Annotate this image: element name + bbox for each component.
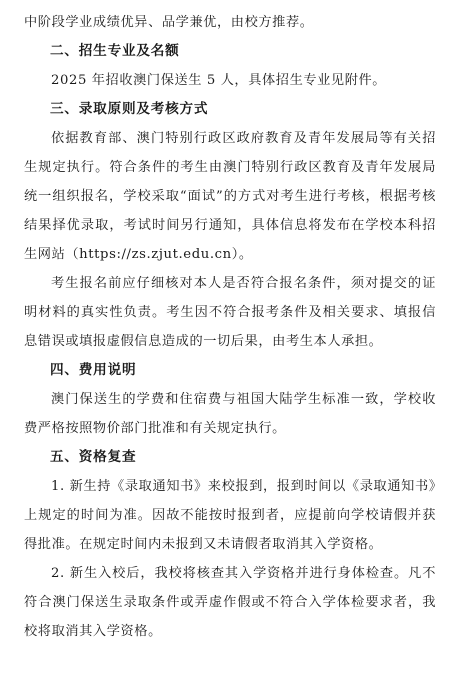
paragraph-review-item-1: 1. 新生持《录取通知书》来校报到，报到时间以《录取通知书》上规定的时间为准。因故不能按时报到者，应提前向学校请假并获得批准。在规定时间内未报到又未请假者取消其入学资格。 bbox=[24, 479, 436, 552]
section-heading-qualification-review: 五、资格复查 bbox=[50, 449, 137, 465]
section-heading-admission-principles: 三、录取原则及考核方式 bbox=[50, 101, 209, 117]
section-heading-fees: 四、费用说明 bbox=[50, 362, 137, 378]
section-heading-enrollment-quota: 二、招生专业及名额 bbox=[50, 43, 180, 59]
paragraph-admission-rules: 依据教育部、澳门特别行政区政府教育及青年发展局等有关招生规定执行。符合条件的考生由澳门特别行政区教育及青年发展局统一组织报名，学校采取“面试”的方式对考生进行考核，根据考核结果择优录取，考试时间另行通知，具体信息将发布在学校本科招生网站（https://zs.zjut.edu.cn）。 bbox=[24, 131, 436, 262]
paragraph-quota: 2025 年招收澳门保送生 5 人，具体招生专业见附件。 bbox=[51, 73, 387, 88]
paragraph-applicant-responsibility: 考生报名前应仔细核对本人是否符合报名条件，须对提交的证明材料的真实性负责。考生因不符合报考条件及相关要求、填报信息错误或填报虚假信息造成的一切后果，由考生本人承担。 bbox=[24, 276, 436, 349]
paragraph-continuation: 中阶段学业成绩优异、品学兼优，由校方推荐。 bbox=[24, 15, 314, 30]
paragraph-fees: 澳门保送生的学费和住宿费与祖国大陆学生标准一致，学校收费严格按照物价部门批准和有关规定执行。 bbox=[24, 392, 436, 436]
paragraph-review-item-2: 2. 新生入校后，我校将核查其入学资格并进行身体检查。凡不符合澳门保送生录取条件或弄虚作假或不符合入学体检要求者，我校将取消其入学资格。 bbox=[24, 566, 436, 639]
document-page bbox=[24, 8, 436, 646]
